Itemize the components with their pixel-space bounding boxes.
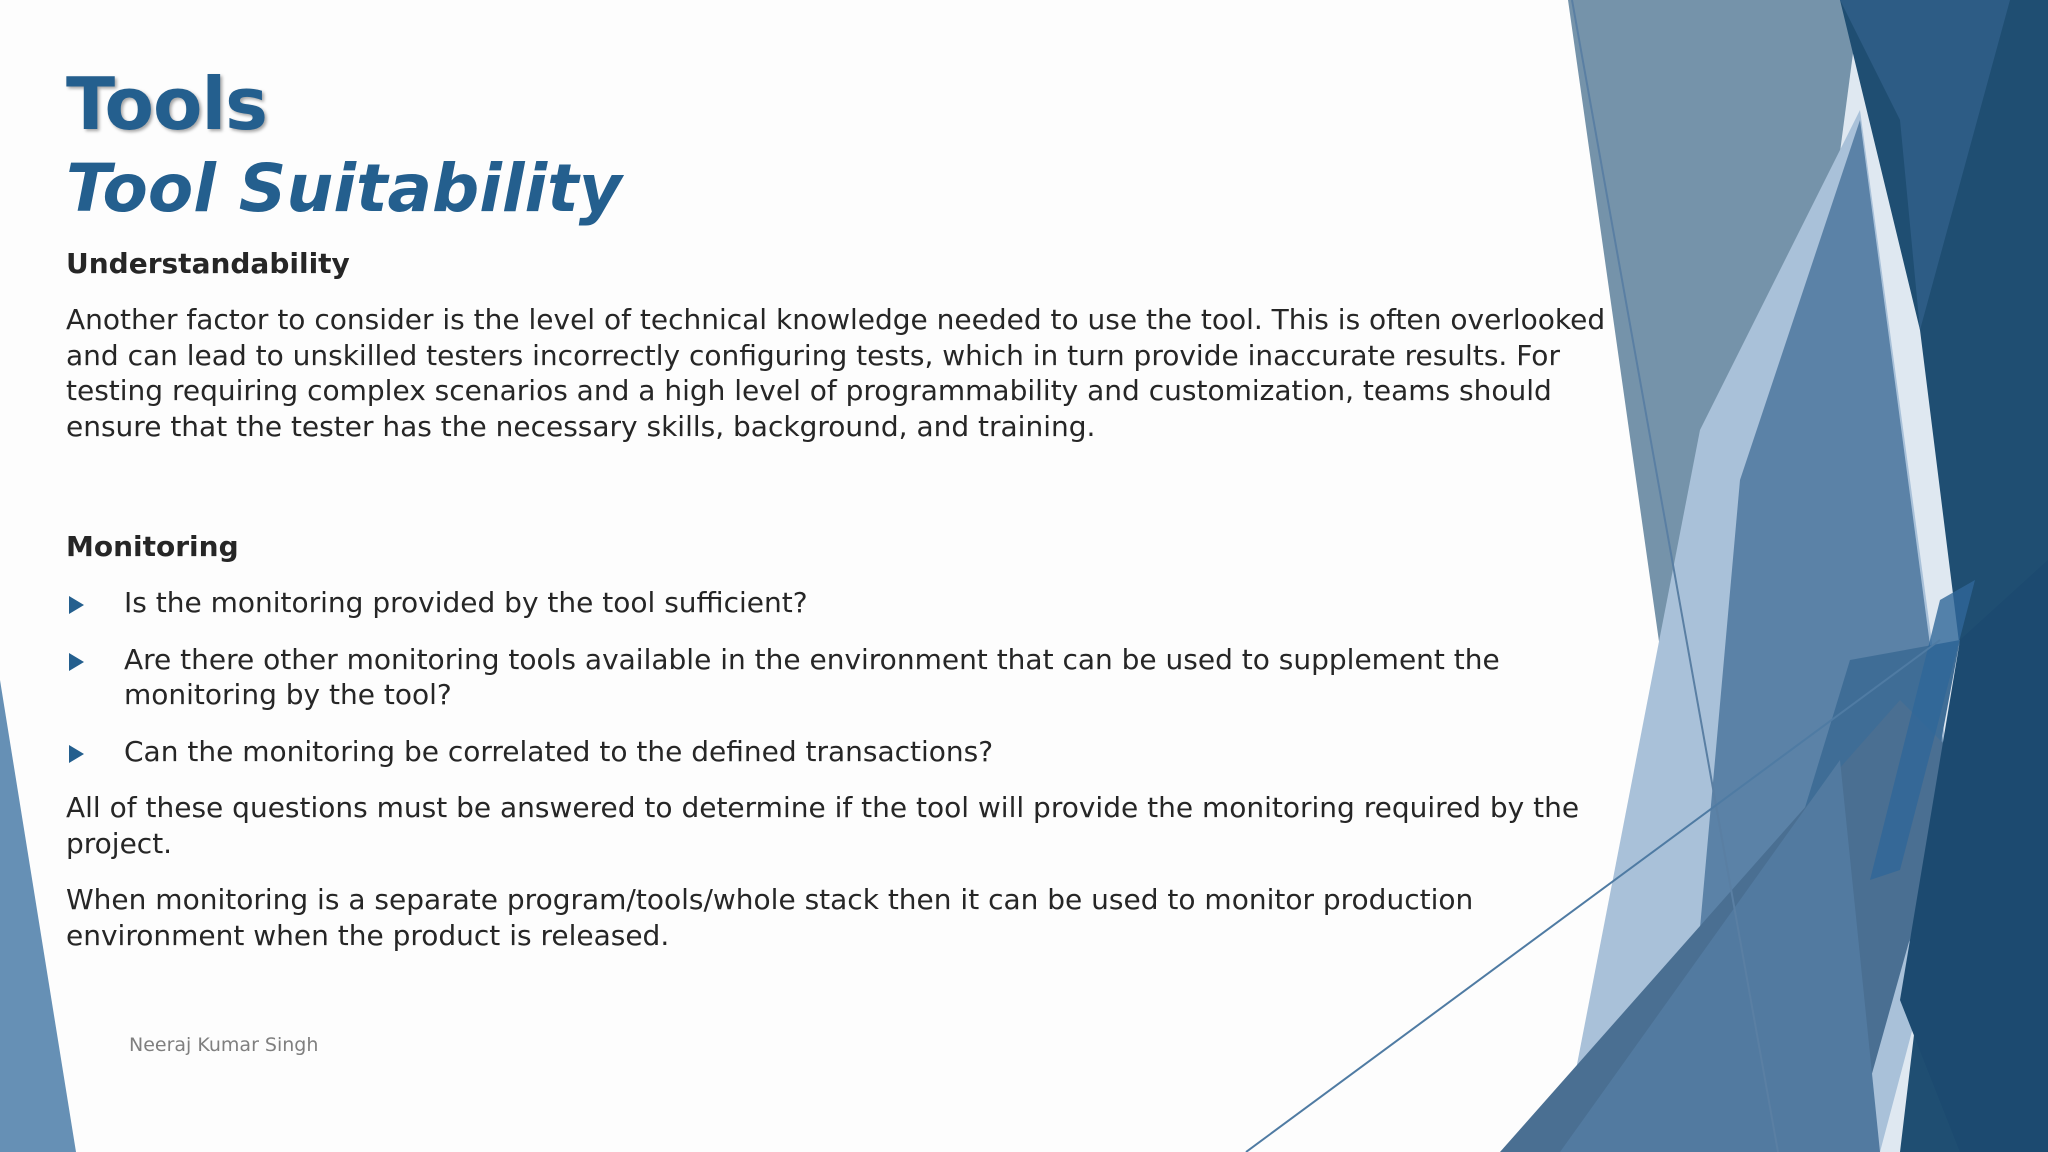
understandability-heading: Understandability <box>66 247 350 280</box>
slide-title: Tools <box>66 62 268 146</box>
monitoring-paragraph: When monitoring is a separate program/tools/whole stack then it can be used to monitor production environment when the product is released. <box>66 883 1474 952</box>
bullet-item <box>66 734 1626 770</box>
monitoring-heading: Monitoring <box>66 530 239 563</box>
section-spacer <box>66 465 1626 529</box>
bullet-text: Is the monitoring provided by the tool sufficient? <box>124 586 808 619</box>
monitoring-bullet-list <box>66 585 1626 769</box>
triangle-bullet-icon <box>69 596 84 614</box>
slide-subtitle: Tool Suitability <box>66 150 622 227</box>
bullet-item <box>66 585 1626 621</box>
bullet-text: Can the monitoring be correlated to the defined transactions? <box>124 734 994 768</box>
slide-body <box>66 246 1626 953</box>
bullet-item <box>66 642 1626 713</box>
understandability-paragraph: Another factor to consider is the level of technical knowledge needed to use the tool. This is often overlooked and can lead to unskilled testers incorrectly configuring tests, which in turn provide inaccurate results. For testing requiring complex scenarios and a high level of programmability and customization, teams should ensure that the tester has the necessary skills, background, and training. <box>66 303 1606 443</box>
slide-content <box>66 58 1626 974</box>
triangle-bullet-icon <box>69 745 84 763</box>
footer-author: Neeraj Kumar Singh <box>129 1034 319 1056</box>
triangle-bullet-icon <box>69 653 84 671</box>
monitoring-paragraph: All of these questions must be answered to determine if the tool will provide the monitoring required by the project. <box>66 791 1580 860</box>
bullet-text: Are there other monitoring tools available in the environment that can be used to supplement the monitoring by the tool? <box>124 642 1500 711</box>
